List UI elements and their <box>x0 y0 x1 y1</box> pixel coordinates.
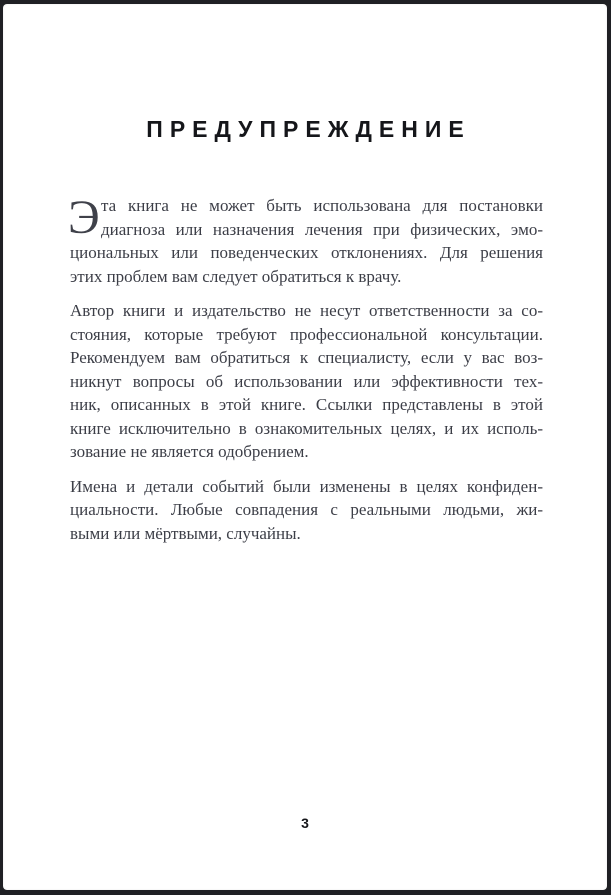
page-title: ПРЕДУПРЕЖДЕНИЕ <box>146 116 471 142</box>
text-line: ник, описанных в этой книге. Ссылки представлены в этой <box>70 395 543 414</box>
paragraph <box>70 475 543 546</box>
text-line: Автор книги и издательство не несут ответственности за со- <box>70 301 543 320</box>
body-text <box>68 191 543 545</box>
text-line: циональных или поведенческих отклонениях. Для решения <box>70 243 543 262</box>
text-line: Рекомендуем вам обратиться к специалисту, если у вас воз- <box>70 348 543 367</box>
dropcap-letter: Э <box>68 191 100 244</box>
text-line: циальности. Любые совпадения с реальными людьми, жи- <box>70 500 543 519</box>
book-page <box>3 4 607 890</box>
text-line: та книга не может быть использована для постановки <box>101 196 543 215</box>
text-line: никнут вопросы об использовании или эффективности тех- <box>70 371 543 391</box>
text-line: этих проблем вам следует обратиться к врачу. <box>70 266 402 286</box>
text-line: книге исключительно в ознакомительных целях, и их исполь- <box>70 418 543 438</box>
paragraph <box>70 299 543 464</box>
text-line: Имена и детали событий были изменены в целях конфиден- <box>70 476 543 496</box>
text-line: выми или мёртвыми, случайны. <box>70 523 301 543</box>
paragraph <box>68 191 543 288</box>
text-line: диагноза или назначения лечения при физических, эмо- <box>101 219 543 239</box>
page-number: 3 <box>301 815 309 831</box>
text-line: стояния, которые требуют профессиональной консультации. <box>70 324 543 344</box>
text-line: зование не является одобрением. <box>70 442 309 461</box>
